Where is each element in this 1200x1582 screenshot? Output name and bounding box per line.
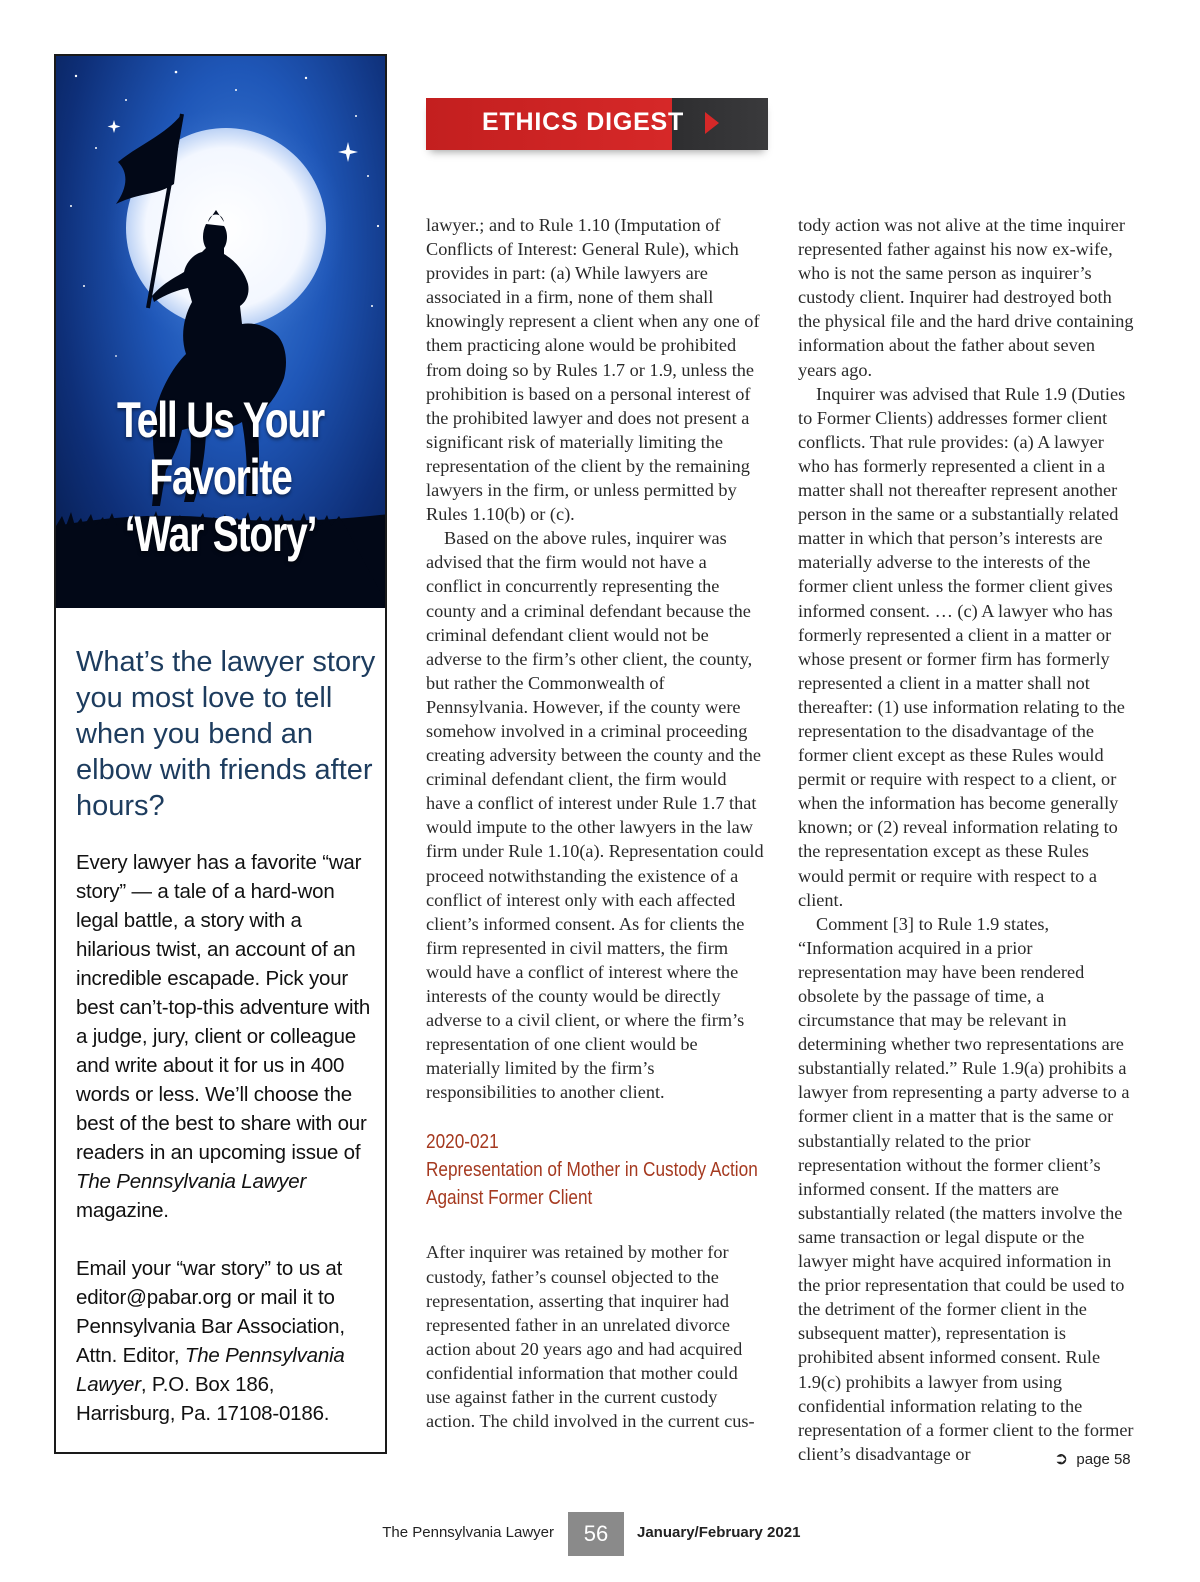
footer-magazine: The Pennsylvania Lawyer <box>382 1524 554 1541</box>
ad-title-line: ‘War Story’ <box>124 506 317 562</box>
subhead-title: Representation of Mother in Custody Action <box>426 1159 758 1182</box>
magazine-name: The Pennsylvania Lawyer <box>76 1344 345 1396</box>
ad-question: What’s the lawyer story you most love to tell when you bend an elbow with friends after hours? <box>76 646 376 822</box>
ad-title-line: Favorite <box>149 449 292 505</box>
subhead-title: Against Former Client <box>426 1187 593 1210</box>
ad-body <box>76 848 376 1428</box>
subhead-number: 2020-021 <box>426 1131 499 1154</box>
continued-label: page 58 <box>1076 1451 1131 1468</box>
continued-on-link[interactable] <box>1054 1449 1131 1469</box>
footer-issue: January/February 2021 <box>637 1524 801 1541</box>
ad-title-line: Tell Us Your <box>116 392 325 448</box>
article-paragraph: Inquirer was advised that Rule 1.9 (Duties to Former Clients) addresses former client conflicts. That rule provides: (a) A lawyer who has formerly represented a client in a matter shall not thereafter represent another person in the same or a substantially related matter in which that person’s interests are materially adverse to the interests of the former client unless the former client gives informed consent. … (c) A lawyer who has formerly represented a client in a matter or whose present or former firm has formerly represented a client in a matter shall not thereafter: (1) use information relating to the representation to the disadvantage of the former client except as these Rules would permit or require with respect to a client, or when the information has become generally known; or (2) reveal information relating to the representation except as these Rules would permit or require with respect to a client. <box>798 383 1126 910</box>
section-banner <box>426 98 768 150</box>
article-column-2 <box>798 213 1136 1466</box>
arrow-right-circle-icon: ➲ <box>1054 1449 1069 1468</box>
ad-title <box>92 392 349 563</box>
triangle-right-icon <box>705 112 719 134</box>
article-paragraph: Comment [3] to Rule 1.9 states, “Information acquired in a prior representation may have been rendered obsolete by the passage of time, a circumstance that may be relevant in determining whether two representations are substantially related.” Rule 1.9(a) prohibits a lawyer from representing a party adverse to a former client in a matter that is the same or substantially related to the prior representation without the former client’s informed consent. If the matters are substantially related (the matters involve the same transaction or legal dispute or the lawyer might have acquired information in the prior representation that could be used to the detriment of the former client in the subsequent matter), representation is prohibited absent informed consent. Rule 1.9(c) prohibits a lawyer from using confidential information relating to the representation of a former client to the former client’s disadvantage or <box>798 913 1134 1464</box>
ad-text: , P.O. Box 186, Harrisburg, Pa. 17108-0186. <box>76 1373 330 1425</box>
ad-text: Email your “war story” to us at editor@pabar.org or mail it to Pennsylvania Bar Association, Attn. Editor, <box>76 1257 345 1367</box>
magazine-name: The Pennsylvania Lawyer <box>76 1170 307 1193</box>
ad-text: Every lawyer has a favorite “war story” — a tale of a hard-won legal battle, a story with a hilarious twist, an account of an incredible escapade. Pick your best can’t-top-this adventure with a judge, jury, client or colleague and write about it for us in 400 words or less. We’ll choose the best of the best to share with our readers in an upcoming issue of <box>76 851 371 1164</box>
article-subhead <box>426 1128 763 1212</box>
ad-text: magazine. <box>76 1199 169 1222</box>
ad-body-paragraph <box>76 848 376 1225</box>
section-label: ETHICS DIGEST <box>482 108 685 136</box>
article-paragraph: Based on the above rules, inquirer was advised that the firm would not have a conflict in concurrently representing the county and a criminal defendant because the criminal defendant client would not be adverse to the firm’s other client, the county, but rather the Commonwealth of Pennsylvania. However, if the county were somehow involved in a criminal proceeding creating adversity between the county and the criminal defendant client, the firm would have a conflict of interest under Rule 1.7 that would impute to the other lawyers in the law firm under Rule 1.10(a). Representation could proceed notwithstanding the existence of a conflict of interest only with each affected client’s informed consent. As for clients the firm represented in civil matters, the firm would have a conflict of interest where the interests of the county would be directly adverse to a civil client, or where the firm’s representation of one client would be materially limited by the firm’s responsibilities to another client. <box>426 528 764 1103</box>
page-number: 56 <box>568 1512 624 1556</box>
ad-body-paragraph <box>76 1254 376 1428</box>
article-paragraph: lawyer.; and to Rule 1.10 (Imputation of Conflicts of Interest: General Rule), which provides in part: (a) While lawyers are associated in a firm, none of them shall knowingly represent a client when any one of them practicing alone would be prohibited from doing so by Rules 1.7 or 1.9, unless the prohibition is based on a personal interest of the prohibited lawyer and does not present a significant risk of materially limiting the representation of the client by the remaining lawyers in the firm, or unless permitted by Rules 1.10(b) or (c). <box>426 215 760 525</box>
page-footer <box>0 1512 1200 1556</box>
ad-illustration <box>56 56 385 608</box>
article-column-1 <box>426 213 764 1433</box>
article-paragraph: After inquirer was retained by mother for custody, father’s counsel objected to the representation, asserting that inquirer had represented father in an unrelated divorce action about 20 years ago and had acquired confidential information that mother could use against father in the current custody action. The child involved in the current cus- <box>426 1242 755 1432</box>
article-paragraph: tody action was not alive at the time inquirer represented father against his now ex-wife, who is not the same person as inquirer’s custody client. Inquirer had destroyed both the physical file and the hard drive containing information about the father about seven years ago. <box>798 215 1134 380</box>
war-story-ad <box>54 54 387 1454</box>
